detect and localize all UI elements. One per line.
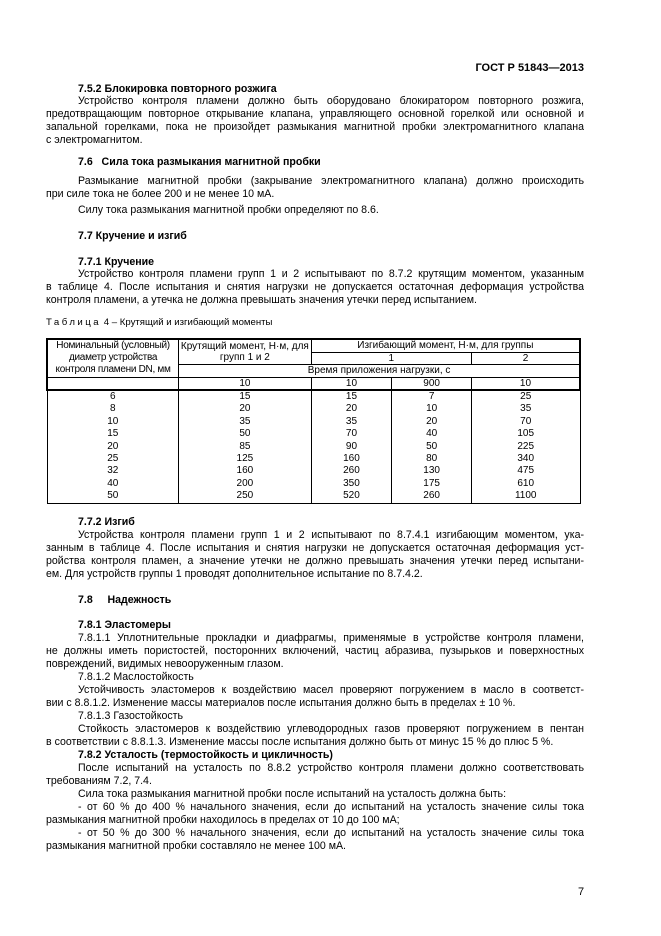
- table-cell: 475: [471, 465, 580, 477]
- table-cell: 80: [392, 453, 472, 465]
- table-cell: 85: [179, 441, 312, 453]
- table-caption: [46, 317, 272, 328]
- paragraph-line: Устройства контроля пламени групп 1 и 2 испытывают по 8.7.4.1 изгибающим моментом, ука-: [78, 529, 584, 541]
- table-cell: 6: [47, 390, 179, 403]
- table-cell: 130: [392, 465, 472, 477]
- table-cell: 70: [471, 416, 580, 428]
- table-cell: 32: [47, 465, 179, 477]
- header-time-value: 10: [311, 377, 392, 390]
- paragraph-line: запальной горелками, пока не произойдет размыкания магнитной пробки электромагнитного клапана: [46, 121, 584, 133]
- table-cell: 7: [392, 390, 472, 403]
- heading-7-7: 7.7 Кручение и изгиб: [78, 230, 187, 242]
- table-cell: 35: [311, 416, 392, 428]
- paragraph-p782b: [46, 788, 584, 801]
- header-dn: Номинальный (условный) диаметр устройства контроля пламени DN, мм: [47, 339, 179, 377]
- paragraph-line: 7.8.1.1 Уплотнительные прокладки и диафрагмы, применямые в устройстве контроля пламени,: [78, 632, 584, 644]
- heading-7-7-2: 7.7.2 Изгиб: [78, 516, 135, 528]
- table-cell: 175: [392, 478, 472, 490]
- table-cell: 35: [471, 403, 580, 415]
- heading-7-8: 7.8 Надежность: [78, 594, 172, 606]
- table-cell: 610: [471, 478, 580, 490]
- paragraph-line: занным в таблице 4. После испытания и снятия нагрузки не допускается остаточная деформация уст-: [46, 542, 584, 554]
- table-cell: 40: [392, 428, 472, 440]
- table-cell: 50: [392, 441, 472, 453]
- table-cell: 20: [311, 403, 392, 415]
- paragraph-line: с электромагнитом.: [46, 134, 143, 146]
- torque-table: [46, 338, 581, 504]
- table-cell: 50: [47, 490, 179, 503]
- paragraph-line: После испытаний на усталость по 8.8.2 устройство контроля пламени должно соответствовать: [78, 762, 584, 774]
- table-cell: 350: [311, 478, 392, 490]
- header-time-value: 10: [471, 377, 580, 390]
- table-cell: 520: [311, 490, 392, 503]
- page-number: 7: [578, 886, 585, 898]
- table-cell: 15: [47, 428, 179, 440]
- paragraph-p76b: [46, 204, 584, 217]
- paragraph-line: требованиям 7.2, 7.4.: [46, 775, 152, 787]
- table-cell: 340: [471, 453, 580, 465]
- paragraph-p76a: [46, 175, 584, 201]
- table-cell: 1100: [471, 490, 580, 503]
- paragraph-line: Устройство контроля пламени должно быть оборудовано блокиратором повторного розжига,: [78, 95, 584, 107]
- paragraph-line: при силе тока не более 200 и не менее 10 мА.: [46, 188, 275, 200]
- paragraph-p7813t: [46, 710, 584, 723]
- table-cell: 160: [311, 453, 392, 465]
- paragraph-line: Стойкость эластомеров к воздействию углеводородных газов проверяют погружением в пентан: [78, 723, 584, 735]
- paragraph-line: контроля пламени, а утечка не должна превышать значения утечки перед испытанием.: [46, 294, 477, 306]
- header-time-value: 900: [392, 377, 472, 390]
- table-caption-text: 4 – Крутящий и изгибающий моменты: [103, 317, 273, 328]
- paragraph-line: предотвращающим повторное открывание клапана, управляющего основной горелкой или основной и: [46, 108, 584, 120]
- table-cell: 20: [392, 416, 472, 428]
- header-bending: Изгибающий момент, Н·м, для группы: [311, 339, 580, 352]
- paragraph-line: ройства контроля пламен, а значение утечки не должно превышать значения утечки перед испытани-: [46, 555, 584, 567]
- table-cell: 10: [392, 403, 472, 415]
- table-caption-word: Таблица: [46, 317, 102, 328]
- paragraph-line: в таблице 4. После испытания и снятия нагрузки не допускается остаточная деформация устройства: [46, 281, 584, 293]
- header-time-empty: [47, 377, 179, 390]
- paragraph-line: размыкания магнитной пробки составляло не менее 100 мА.: [46, 840, 346, 852]
- table-row: [47, 478, 580, 490]
- table-cell: 25: [47, 453, 179, 465]
- paragraph-line: Устройство контроля пламени групп 1 и 2 испытывают по 8.7.2 крутящим моментом, указанным: [78, 268, 584, 280]
- table-cell: 35: [179, 416, 312, 428]
- table-cell: 90: [311, 441, 392, 453]
- document-id: ГОСТ Р 51843—2013: [475, 62, 584, 74]
- table-row: [47, 441, 580, 453]
- paragraph-p752: [46, 95, 584, 147]
- paragraph-line: 7.8.1.2 Маслостойкость: [78, 671, 194, 683]
- paragraph-line: ем. Для устройств группы 1 проводят дополнительное испытание по 8.7.4.2.: [46, 568, 423, 580]
- table-cell: 15: [311, 390, 392, 403]
- paragraph-p7811: [46, 632, 584, 671]
- table-cell: 20: [47, 441, 179, 453]
- table-row: [47, 403, 580, 415]
- table-cell: 105: [471, 428, 580, 440]
- header-time-value: 10: [179, 377, 312, 390]
- table-cell: 50: [179, 428, 312, 440]
- paragraph-line: не должны иметь пористостей, посторонних включений, частиц абразива, пузырьков и поверхностных: [46, 645, 584, 657]
- paragraph-line: - от 60 % до 400 % начального значения, если до испытаний на усталость значение силы тока: [78, 801, 584, 813]
- table-cell: 8: [47, 403, 179, 415]
- heading-7-8-1: 7.8.1 Эластомеры: [78, 619, 171, 631]
- paragraph-p782a: [46, 762, 584, 788]
- paragraph-line: размыкания магнитной пробки находилось в пределах от 10 до 100 мА;: [46, 814, 400, 826]
- heading-7-7-1: 7.7.1 Кручение: [78, 256, 155, 268]
- table-row: [47, 428, 580, 440]
- paragraph-p771: [46, 268, 584, 307]
- header-group-1: 1: [311, 352, 471, 365]
- table-cell: 25: [471, 390, 580, 403]
- paragraph-line: Размыкание магнитной пробки (закрывание электромагнитного клапана) должно происходить: [78, 175, 584, 187]
- paragraph-p782d: [46, 827, 584, 853]
- table-cell: 260: [392, 490, 472, 503]
- table-cell: 10: [47, 416, 179, 428]
- paragraph-p7812: [46, 684, 584, 710]
- paragraph-p7812t: [46, 671, 584, 684]
- heading-7-8-2: 7.8.2 Усталость (термостойкость и цикличность): [78, 749, 333, 761]
- heading-7-6: 7.6 Сила тока размыкания магнитной пробки: [78, 156, 321, 168]
- table-row: [47, 490, 580, 503]
- table-row: [47, 416, 580, 428]
- paragraph-line: повреждений, видимых невооруженным глазом.: [46, 658, 284, 670]
- heading-7-5-2: 7.5.2 Блокировка повторного розжига: [78, 83, 277, 95]
- table-cell: 225: [471, 441, 580, 453]
- table-cell: 15: [179, 390, 312, 403]
- paragraph-p782c: [46, 801, 584, 827]
- table-cell: 20: [179, 403, 312, 415]
- table-row: [47, 465, 580, 477]
- paragraph-line: Сила тока размыкания магнитной пробки после испытаний на усталость должна быть:: [78, 788, 507, 800]
- paragraph-p7813: [46, 723, 584, 749]
- paragraph-line: - от 50 % до 300 % начального значения, если до испытаний на усталость значение силы тока: [78, 827, 584, 839]
- paragraph-line: 7.8.1.3 Газостойкость: [78, 710, 184, 722]
- paragraph-p772: [46, 529, 584, 581]
- table-cell: 200: [179, 478, 312, 490]
- table-cell: 250: [179, 490, 312, 503]
- header-time: Время приложения нагрузки, с: [179, 365, 580, 378]
- table-cell: 260: [311, 465, 392, 477]
- header-group-2: 2: [471, 352, 580, 365]
- table-cell: 70: [311, 428, 392, 440]
- table-cell: 125: [179, 453, 312, 465]
- paragraph-line: вии с 8.8.1.2. Изменение массы материалов после испытания должно быть в пределах ± 10 %.: [46, 697, 516, 709]
- table-row: [47, 453, 580, 465]
- table-cell: 40: [47, 478, 179, 490]
- header-torque: Крутящий момент, Н·м, для групп 1 и 2: [179, 339, 312, 365]
- paragraph-line: в соответствии с 8.8.1.3. Изменение массы после испытания должно быть от минус 15 % до плюс 5 %.: [46, 736, 554, 748]
- paragraph-line: Силу тока размыкания магнитной пробки определяют по 8.6.: [78, 204, 379, 216]
- table-cell: 160: [179, 465, 312, 477]
- table-row: [47, 390, 580, 403]
- paragraph-line: Устойчивость эластомеров к воздействию масел проверяют погружением в масло в соответст-: [78, 684, 584, 696]
